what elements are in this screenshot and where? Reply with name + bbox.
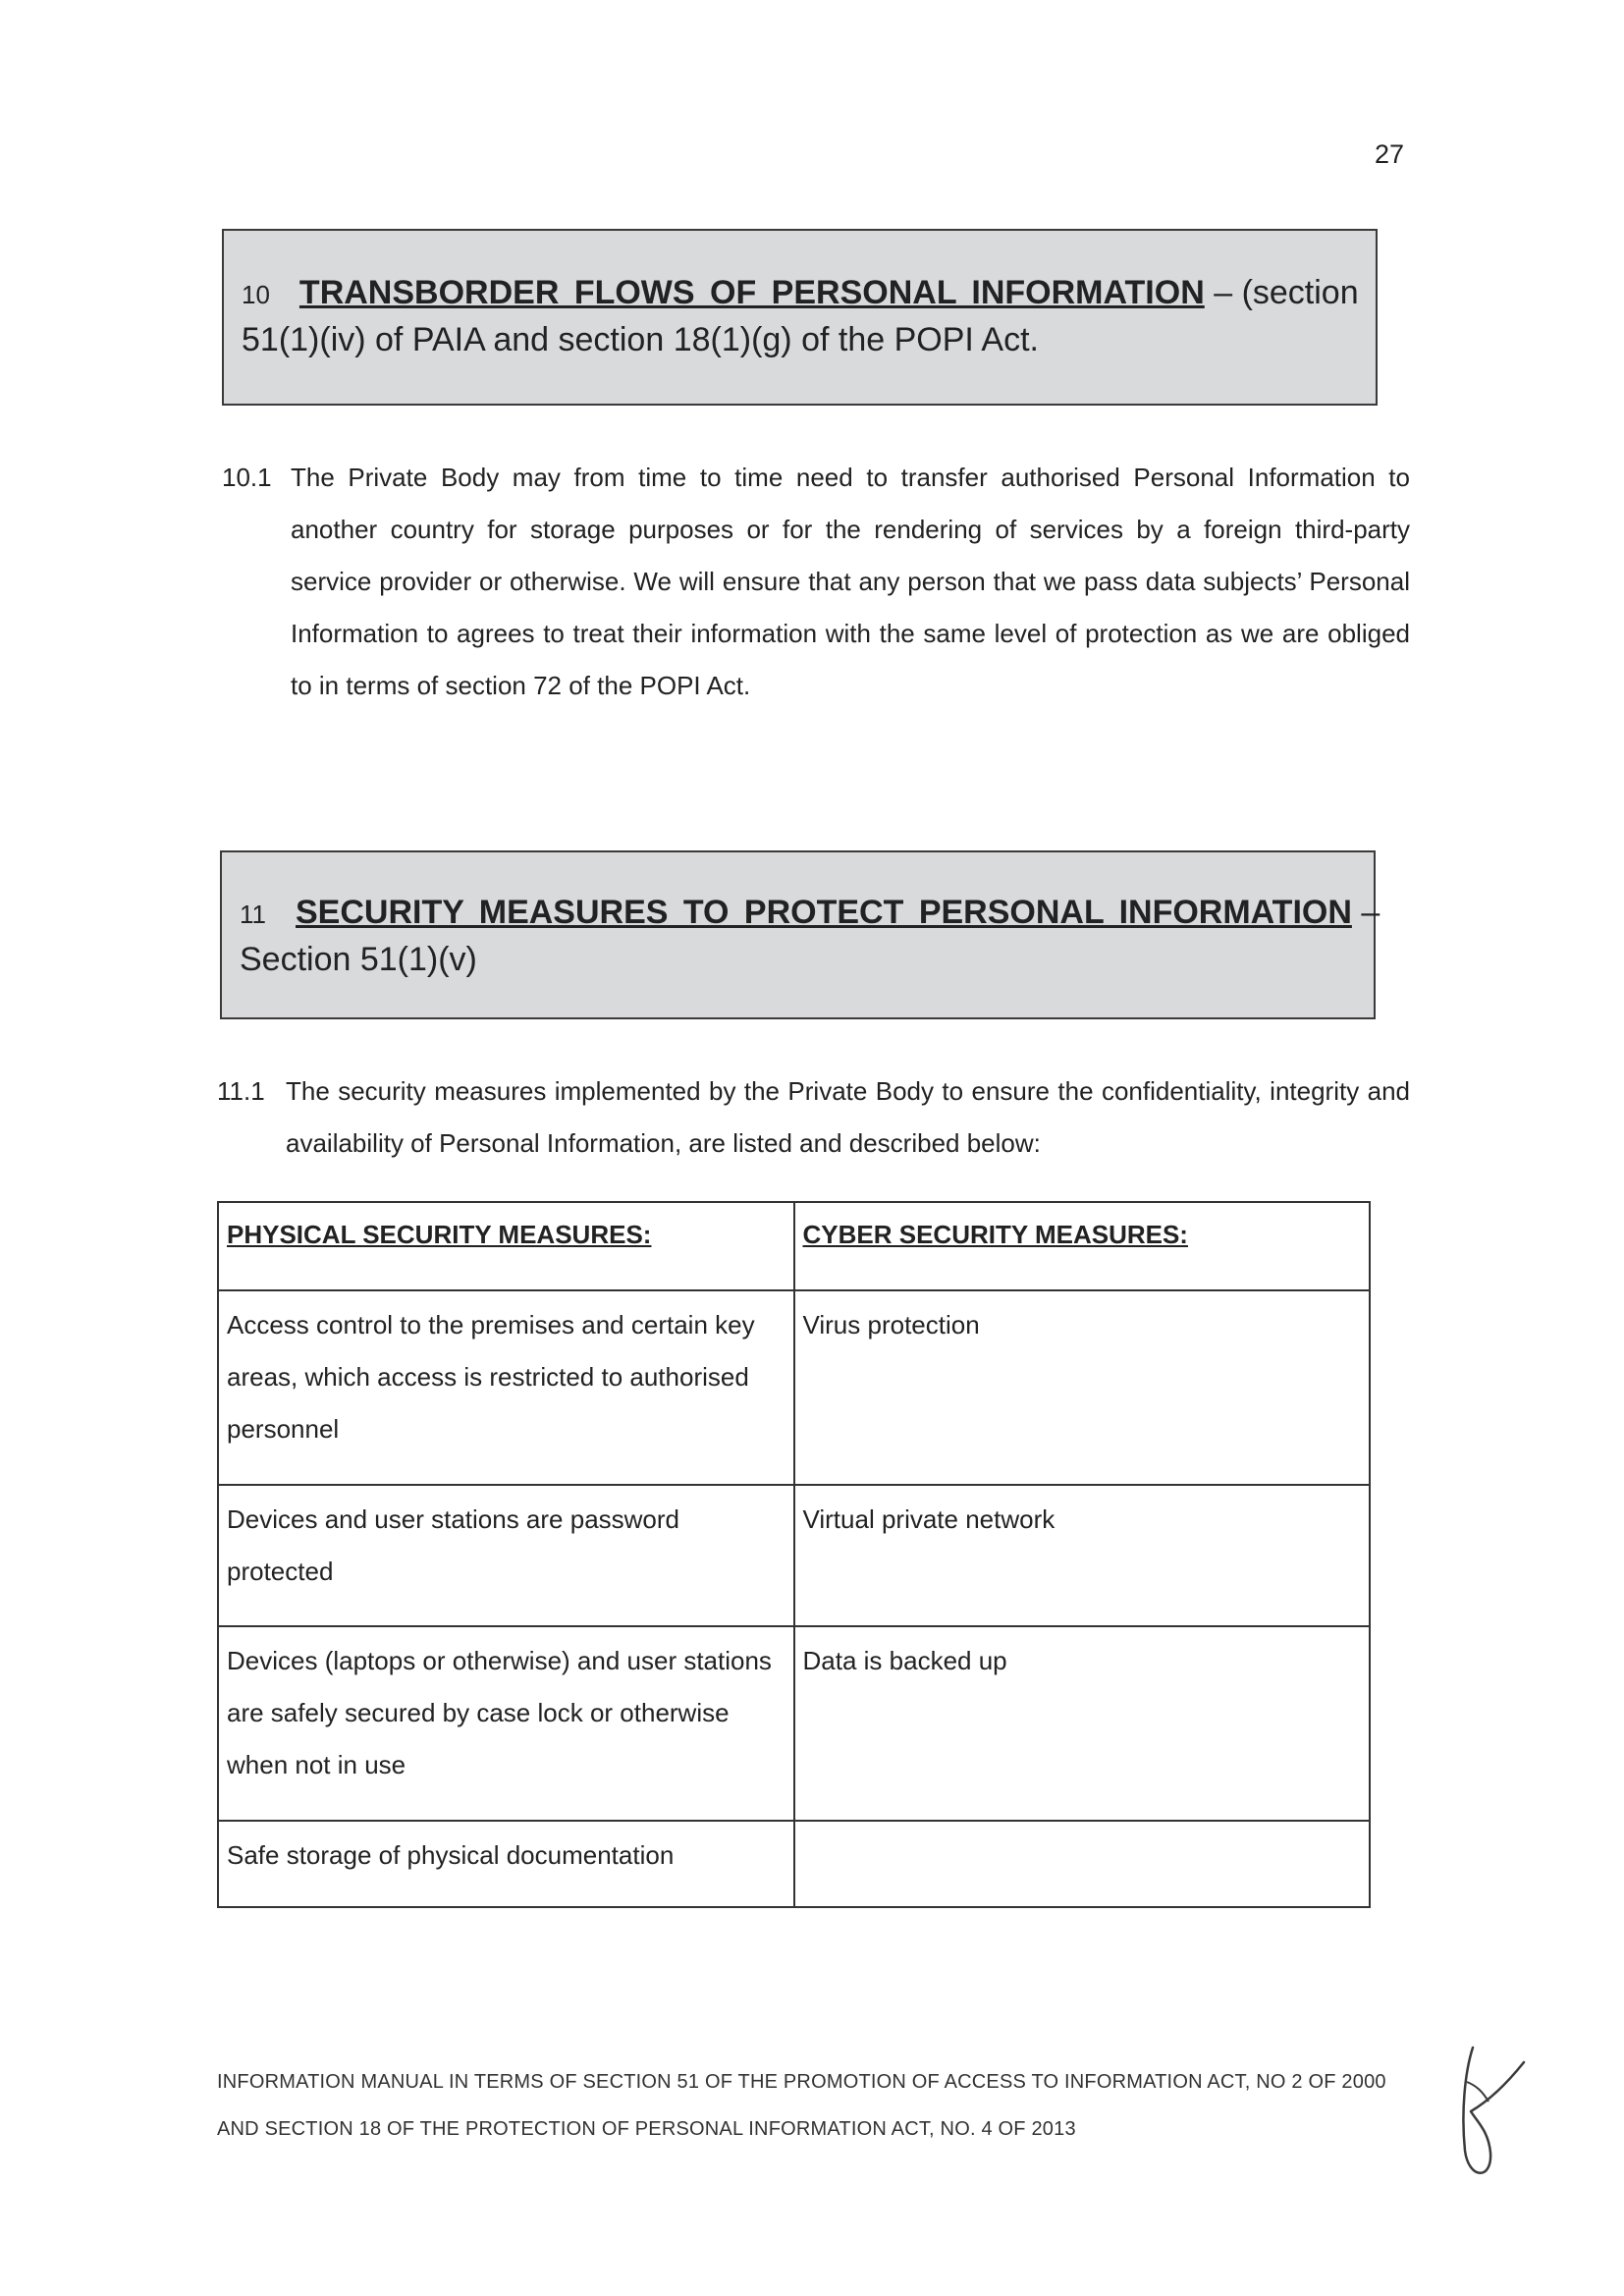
security-measures-table — [217, 1201, 1371, 1908]
table-cell-physical: Devices (laptops or otherwise) and user stations are safely secured by case lock or otherwise when not in use — [218, 1626, 794, 1821]
table-cell-cyber: Virus protection — [794, 1290, 1371, 1485]
section-10-title: TRANSBORDER FLOWS OF PERSONAL INFORMATION — [298, 274, 1205, 311]
table-cell-cyber: Virtual private network — [794, 1485, 1371, 1626]
paragraph-11-1 — [217, 1066, 1410, 1174]
section-10-heading-line1 — [242, 270, 1362, 317]
section-10-heading — [222, 229, 1378, 406]
table-row — [218, 1626, 1370, 1821]
section-11-heading-line2: Section 51(1)(v) — [240, 941, 477, 978]
section-10-title-suffix: – (section — [1204, 274, 1359, 311]
section-10-heading-line2: 51(1)(iv) of PAIA and section 18(1)(g) of the POPI Act. — [242, 321, 1039, 358]
handwritten-initials — [1443, 2043, 1532, 2195]
paragraph-11-1-number: 11.1 — [217, 1076, 265, 1106]
table-row — [218, 1290, 1370, 1485]
table-row — [218, 1821, 1370, 1907]
table-cell-physical: Access control to the premises and certain key areas, which access is restricted to authorised personnel — [218, 1290, 794, 1485]
section-10-number: 10 — [242, 280, 270, 309]
section-11-number: 11 — [240, 900, 266, 929]
footer-line-2: AND SECTION 18 OF THE PROTECTION OF PERSONAL INFORMATION ACT, NO. 4 OF 2013 — [217, 2118, 1076, 2140]
paragraph-10-1 — [222, 452, 1410, 717]
initials-signature-icon — [1443, 2043, 1532, 2190]
section-11-heading-line1 — [240, 890, 1380, 937]
section-11-heading — [220, 850, 1380, 1019]
paragraph-10-1-text: The Private Body may from time to time need to transfer authorised Personal Information to another country for storage purposes or for the rendering of services by a foreign third-party service provider or otherwise. We will ensure that any person that we pass data subjects’ Personal Information to agrees to treat their information with the same level of protection as we are obliged to in terms of section 72 of the POPI Act. — [291, 463, 1410, 700]
page-number: 27 — [1375, 139, 1405, 169]
paragraph-10-1-number: 10.1 — [222, 463, 272, 492]
table-cell-cyber: Data is backed up — [794, 1626, 1371, 1821]
paragraph-11-1-text: The security measures implemented by the Private Body to ensure the confidentiality, integrity and availability of Personal Information, are listed and described below: — [286, 1076, 1410, 1158]
table-header-row — [218, 1202, 1370, 1290]
section-11-title-suffix: – — [1351, 894, 1380, 931]
table-cell-cyber — [794, 1821, 1371, 1907]
header-cyber-security: CYBER SECURITY MEASURES: — [794, 1202, 1371, 1290]
section-11-title: SECURITY MEASURES TO PROTECT PERSONAL INFORMATION — [296, 894, 1352, 931]
footer-line-1: INFORMATION MANUAL IN TERMS OF SECTION 51 OF THE PROMOTION OF ACCESS TO INFORMATION ACT, NO 2 OF 2000 — [217, 2071, 1386, 2093]
table-cell-physical: Devices and user stations are password protected — [218, 1485, 794, 1626]
footer — [217, 2058, 1386, 2153]
header-physical-security: PHYSICAL SECURITY MEASURES: — [218, 1202, 794, 1290]
table-cell-physical: Safe storage of physical documentation — [218, 1821, 794, 1907]
table-row — [218, 1485, 1370, 1626]
